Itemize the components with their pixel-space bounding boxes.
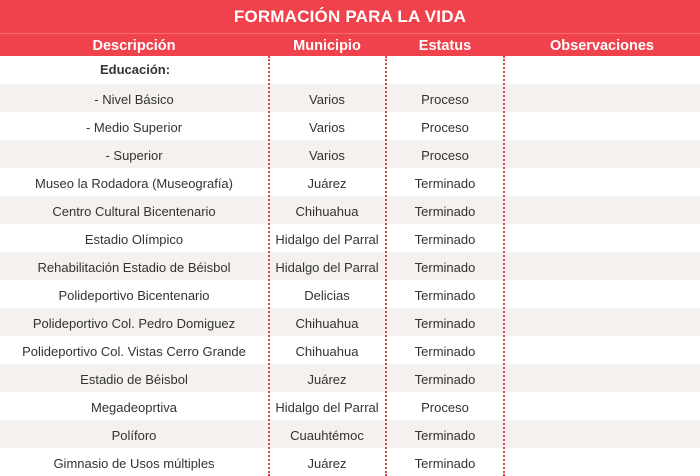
cell-observaciones [504,308,700,336]
table-row [0,336,700,364]
cell-descripcion: Políforo [111,428,157,443]
cell-estatus: Terminado [414,204,476,219]
table-row [0,252,700,280]
section-heading-row [0,56,700,84]
table-row [0,280,700,308]
table-row [0,420,700,448]
cell-descripcion: Educación: [100,61,171,77]
table-row [0,308,700,336]
cell-estatus: Terminado [414,428,476,443]
cell-municipio: Juárez [307,456,347,471]
cell-observaciones [504,56,700,84]
table-title: FORMACIÓN PARA LA VIDA [0,0,700,33]
cell-descripcion: Museo la Rodadora (Museografía) [35,176,233,191]
table-row [0,364,700,392]
cell-descripcion: Rehabilitación Estadio de Béisbol [37,260,231,275]
cell-estatus: Terminado [414,316,476,331]
cell-descripcion: Megadeoprtiva [91,400,177,415]
table-row [0,84,700,112]
cell-municipio: Hidalgo del Parral [275,400,379,415]
cell-municipio: Chihuahua [295,344,359,359]
cell-observaciones [504,196,700,224]
column-divider-1 [268,56,270,476]
table-header-row [0,33,700,56]
cell-estatus: Terminado [414,344,476,359]
cell-observaciones [504,84,700,112]
cell-estatus: Terminado [414,260,476,275]
cell-observaciones [504,364,700,392]
cell-municipio: Juárez [307,372,347,387]
cell-descripcion: Polideportivo Col. Pedro Domiguez [32,316,236,331]
cell-municipio: Hidalgo del Parral [275,260,379,275]
cell-descripcion: Polideportivo Bicentenario [58,288,210,303]
cell-estatus: Terminado [414,288,476,303]
cell-observaciones [504,224,700,252]
cell-municipio: Varios [309,120,345,135]
table-row [0,140,700,168]
table-row [0,392,700,420]
cell-descripcion: - Nivel Básico [94,92,174,107]
table-row [0,224,700,252]
cell-municipio: Varios [309,148,345,163]
cell-observaciones [504,336,700,364]
cell-descripcion: - Superior [105,148,163,163]
cell-estatus [386,56,504,84]
cell-estatus: Proceso [421,148,469,163]
cell-municipio: Varios [309,92,345,107]
cell-estatus: Terminado [414,176,476,191]
column-divider-3 [503,56,505,476]
cell-observaciones [504,168,700,196]
cell-municipio: Delicias [304,288,350,303]
cell-observaciones [504,112,700,140]
cell-municipio: Juárez [307,176,347,191]
column-divider-2 [385,56,387,476]
cell-descripcion: Polideportivo Col. Vistas Cerro Grande [22,344,246,359]
cell-municipio: Chihuahua [295,204,359,219]
header-estatus: Estatus [418,38,472,54]
table-row [0,196,700,224]
cell-descripcion: Estadio Olímpico [84,232,184,247]
cell-municipio: Cuauhtémoc [290,428,364,443]
cell-descripcion: - Medio Superior [85,120,183,135]
cell-descripcion: Centro Cultural Bicentenario [52,204,216,219]
cell-estatus: Proceso [421,92,469,107]
table-body [0,56,700,476]
table-row [0,112,700,140]
cell-estatus: Proceso [421,120,469,135]
cell-observaciones [504,252,700,280]
cell-estatus: Proceso [421,400,469,415]
cell-descripcion: Gimnasio de Usos múltiples [53,456,215,471]
cell-observaciones [504,392,700,420]
table-row [0,448,700,476]
cell-descripcion: Estadio de Béisbol [80,372,188,387]
cell-observaciones [504,448,700,476]
cell-municipio: Chihuahua [295,316,359,331]
cell-observaciones [504,420,700,448]
cell-estatus: Terminado [414,372,476,387]
cell-municipio [268,56,386,84]
cell-municipio: Hidalgo del Parral [275,232,379,247]
cell-observaciones [504,140,700,168]
header-descripcion: Descripción [92,38,176,54]
header-observaciones: Observaciones [550,38,654,54]
header-municipio: Municipio [293,38,361,54]
table-row [0,168,700,196]
cell-observaciones [504,280,700,308]
cell-estatus: Terminado [414,232,476,247]
cell-estatus: Terminado [414,456,476,471]
